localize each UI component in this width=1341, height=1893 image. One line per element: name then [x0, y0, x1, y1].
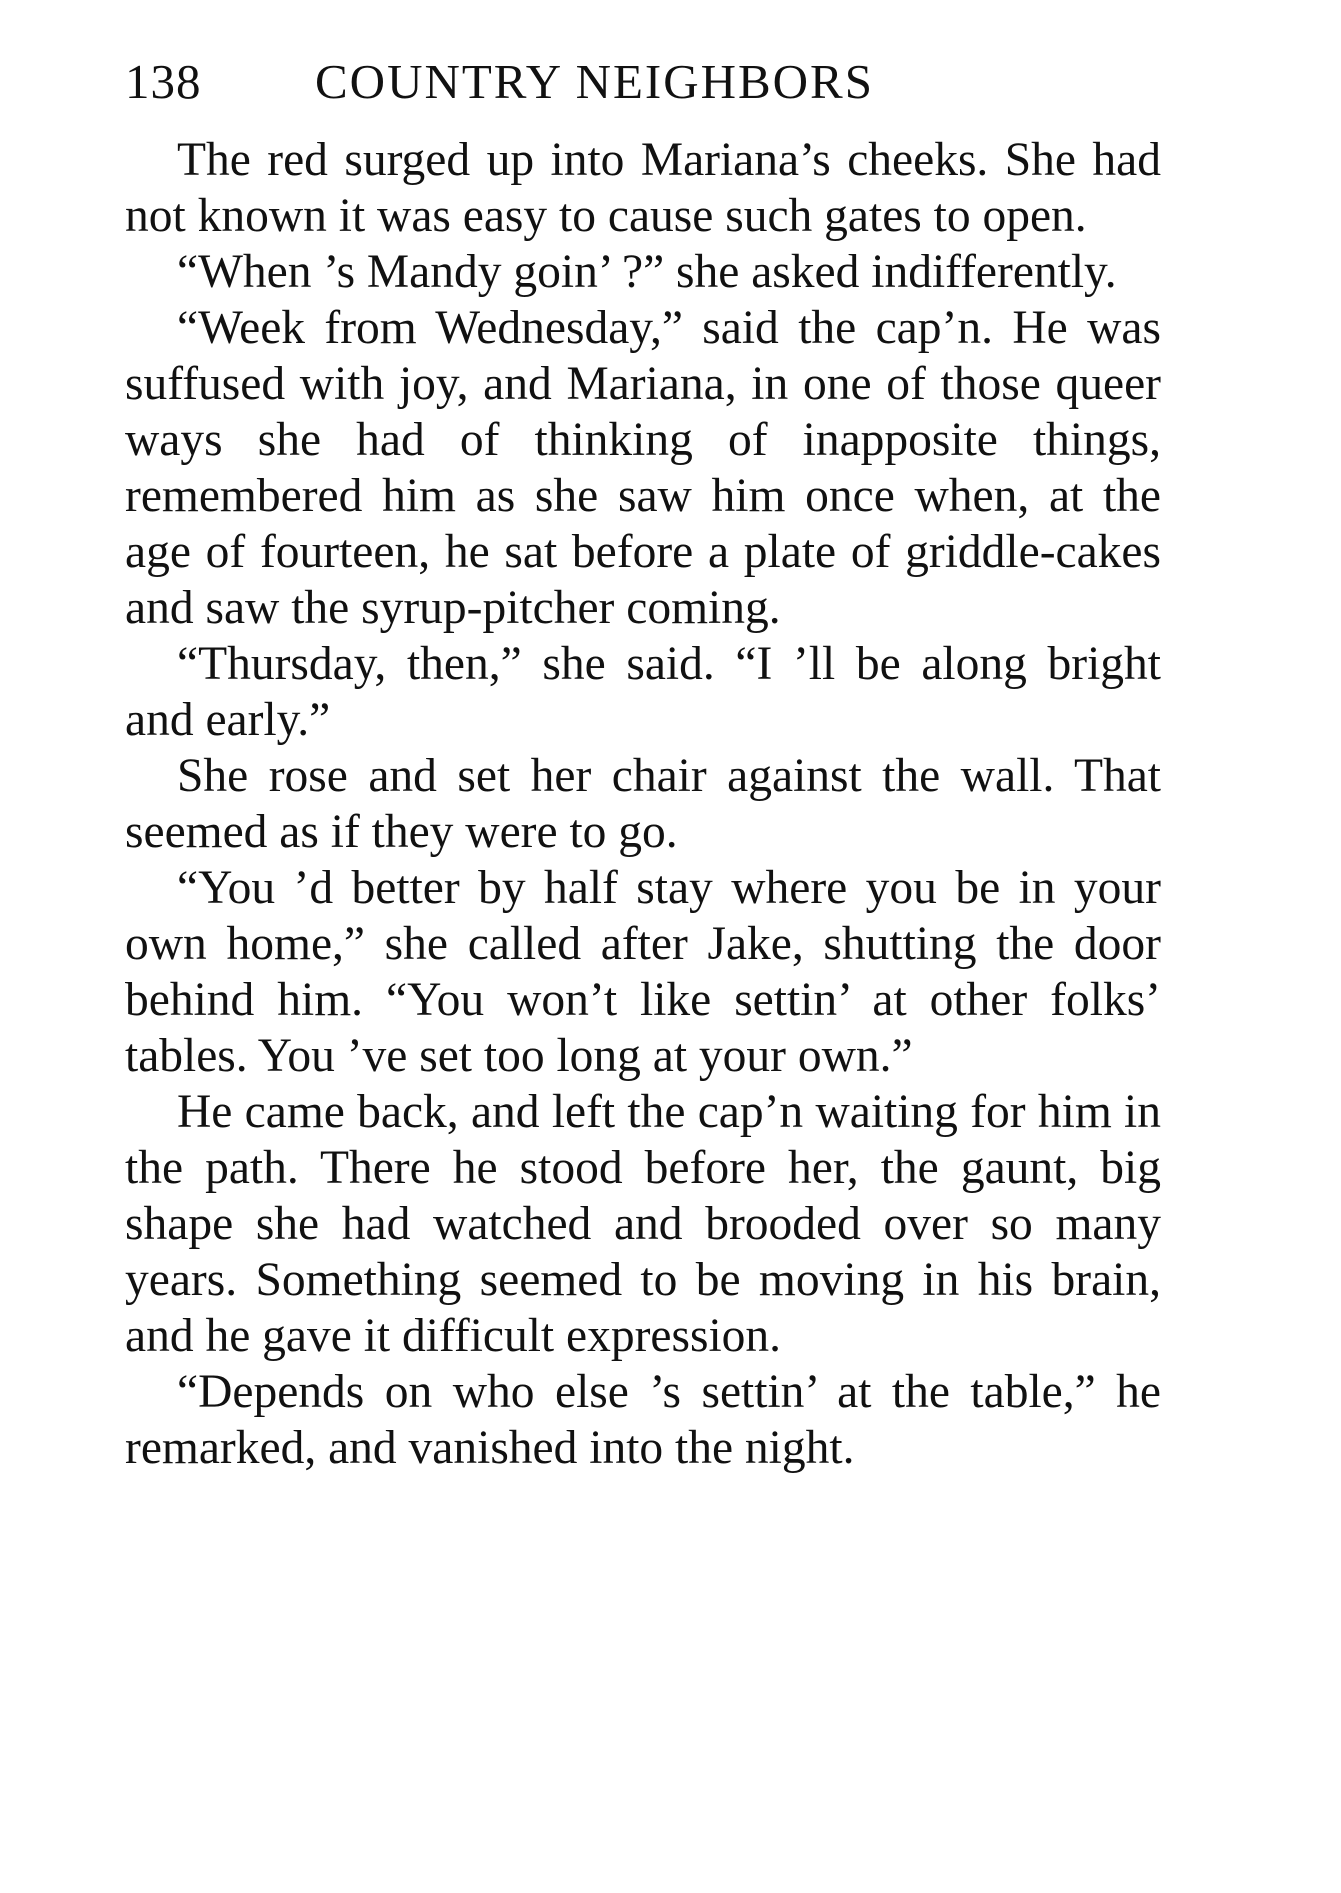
paragraph: She rose and set her chair against the wall. That seemed as if they were to go.	[125, 750, 1161, 858]
running-header	[125, 52, 1161, 112]
body-text	[125, 132, 1161, 1476]
running-title: COUNTRY NEIGHBORS	[315, 54, 874, 109]
book-page	[125, 52, 1161, 1476]
paragraph: “Thursday, then,” she said. “I ’ll be along bright and early.”	[125, 638, 1161, 746]
paragraph: “Depends on who else ’s settin’ at the table,” he remarked, and vanished into the night.	[125, 1366, 1161, 1474]
page-number: 138	[125, 54, 202, 109]
paragraph: “You ’d better by half stay where you be in your own home,” she called after Jake, shutting the door behind him. “You won’t like settin’ at other folks’ tables. You ’ve set too long at your own.”	[125, 862, 1161, 1082]
paragraph: The red surged up into Mariana’s cheeks. She had not known it was easy to cause such gates to open.	[125, 134, 1161, 242]
paragraph: He came back, and left the cap’n waiting for him in the path. There he stood before her, the gaunt, big shape she had watched and brooded over so many years. Something seemed to be moving in his brain, and he gave it difficult expression.	[125, 1086, 1161, 1362]
paragraph: “Week from Wednesday,” said the cap’n. He was suffused with joy, and Mariana, in one of those queer ways she had of thinking of inapposite things, remembered him as she saw him once when, at the age of fourteen, he sat before a plate of griddle-cakes and saw the syrup-pitcher coming.	[125, 302, 1161, 634]
paragraph: “When ’s Mandy goin’ ?” she asked indifferently.	[177, 246, 1117, 298]
